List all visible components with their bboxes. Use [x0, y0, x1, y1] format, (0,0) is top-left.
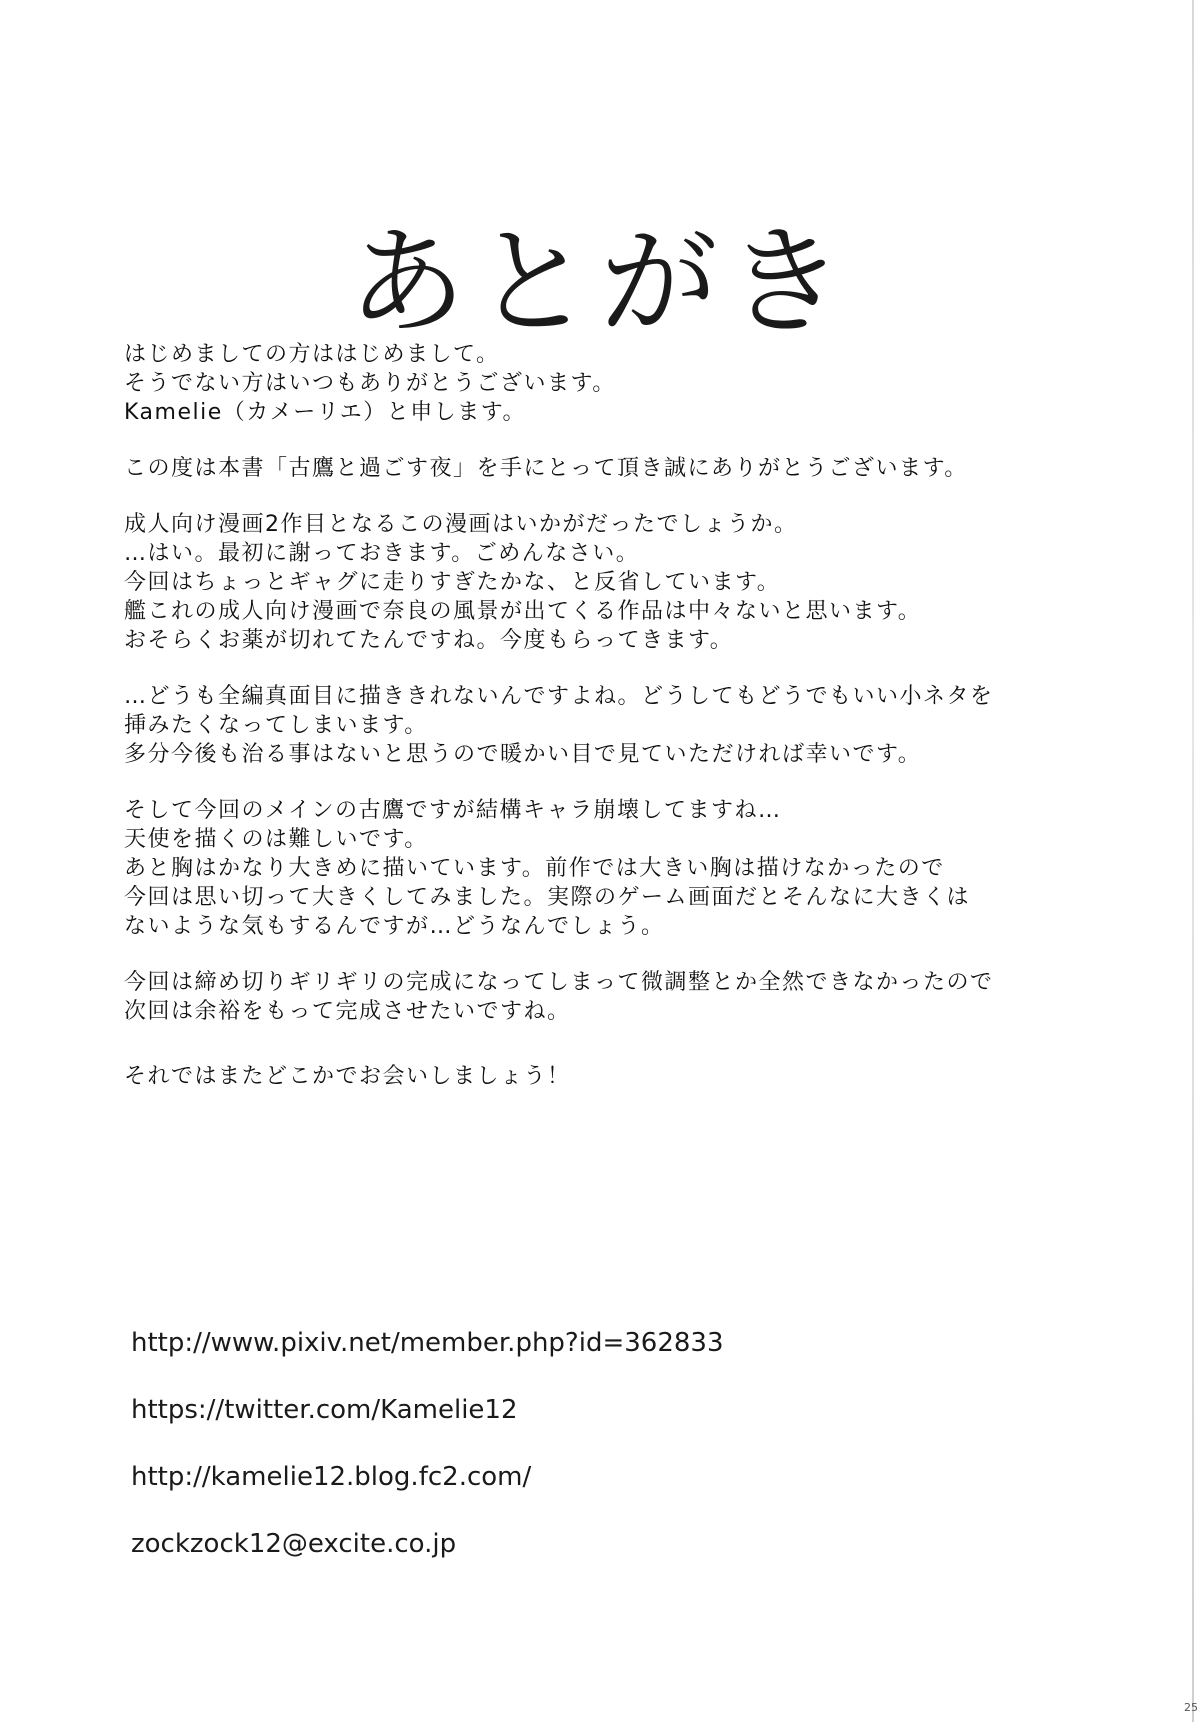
text-line: 成人向け漫画2作目となるこの漫画はいかがだったでしょうか。	[124, 512, 798, 537]
contact-list	[131, 1328, 1031, 1596]
pixiv-url: http://www.pixiv.net/member.php?id=362833	[131, 1328, 724, 1358]
page-number: 25	[1184, 1701, 1198, 1714]
paragraph-closing	[124, 1062, 1124, 1091]
paragraph-apology	[124, 510, 1124, 655]
text-line: …はい。最初に謝っておきます。ごめんなさい。	[124, 541, 640, 566]
text-line: おそらくお薬が切れてたんですね。今度もらってきます。	[124, 628, 734, 653]
paragraph-deadline	[124, 968, 1124, 1026]
text-line: 次回は余裕をもって完成させたいですね。	[124, 999, 571, 1024]
text-line: 天使を描くのは難しいです。	[124, 827, 428, 852]
text-line: 今回は締め切りギリギリの完成になってしまって微調整とか全然できなかったので	[124, 970, 994, 995]
paragraph-jokes	[124, 682, 1124, 769]
text-line: この度は本書「古鷹と過ごす夜」を手にとって頂き誠にありがとうございます。	[124, 456, 968, 481]
twitter-url: https://twitter.com/Kamelie12	[131, 1395, 518, 1425]
afterword-body	[124, 340, 1124, 1118]
paragraph-greeting	[124, 340, 1124, 427]
text-line: …どうも全編真面目に描ききれないんですよね。どうしてもどうでもいい小ネタを	[124, 684, 994, 709]
text-line: 今回はちょっとギャグに走りすぎたかな、と反省しています。	[124, 570, 781, 595]
text-line: そうでない方はいつもありがとうございます。	[124, 371, 616, 396]
text-line: 多分今後も治る事はないと思うので暖かい目で見ていただければ幸いです。	[124, 742, 922, 767]
text-line: そして今回のメインの古鷹ですが結構キャラ崩壊してますね…	[124, 798, 782, 823]
text-line: 挿みたくなってしまいます。	[124, 713, 428, 738]
text-line: はじめましての方ははじめまして。	[124, 342, 500, 367]
text-line: 今回は思い切って大きくしてみました。実際のゲーム画面だとそんなに大きくは	[124, 885, 971, 910]
text-line: 艦これの成人向け漫画で奈良の風景が出てくる作品は中々ないと思います。	[124, 599, 922, 624]
email-address: zockzock12@excite.co.jp	[131, 1529, 457, 1559]
closing-line: それではまたどこかでお会いしましょう！	[124, 1064, 571, 1089]
paragraph-thanks	[124, 454, 1124, 483]
blog-url: http://kamelie12.blog.fc2.com/	[131, 1462, 532, 1492]
text-line: Kamelie（カメーリエ）と申します。	[124, 400, 527, 425]
text-line: あと胸はかなり大きめに描いています。前作では大きい胸は描けなかったので	[124, 856, 945, 881]
page-title: あとがき	[347, 213, 852, 352]
text-line: ないような気もするんですが…どうなんでしょう。	[124, 914, 665, 939]
paragraph-character	[124, 796, 1124, 941]
